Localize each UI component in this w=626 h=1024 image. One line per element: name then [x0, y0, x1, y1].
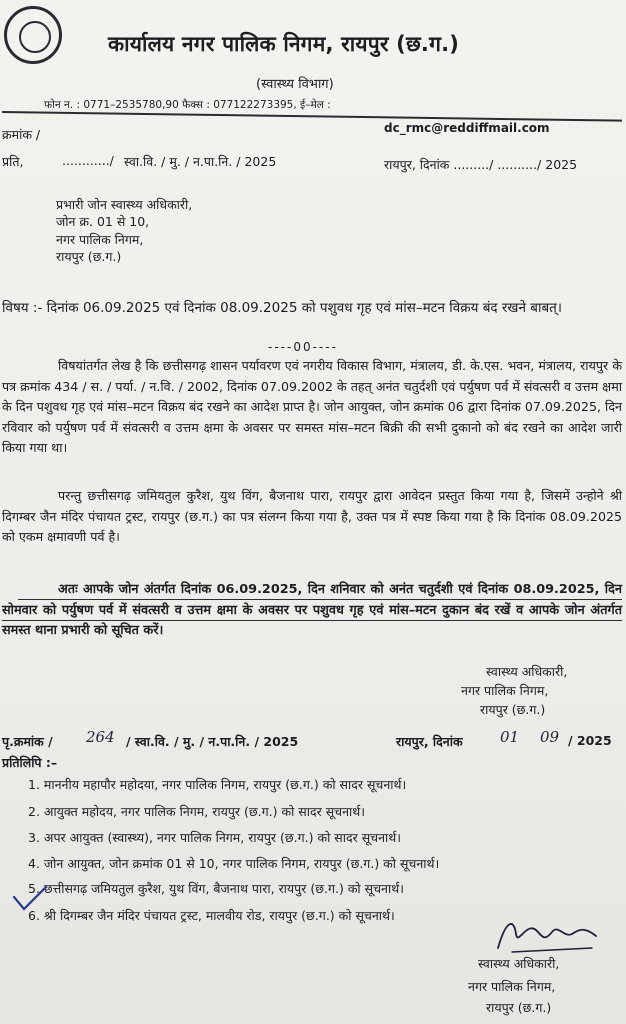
- email-address: dc_rmc@reddiffmail.com: [384, 121, 550, 135]
- cc-item: 1. माननीय महापौर महोदया, नगर पालिक निगम, रायपुर (छ.ग.) को सादर सूचनार्थ।: [28, 777, 407, 792]
- ref-blank: ............/: [62, 153, 114, 168]
- prati-label: प्रति,: [2, 154, 24, 169]
- underline-1: [18, 599, 622, 600]
- addressee-line-2: जोन क्र. 01 से 10,: [56, 214, 150, 229]
- municipal-seal-icon: [4, 6, 62, 64]
- endorsement-date-prefix: रायपुर, दिनांक: [396, 734, 463, 749]
- subject-line: विषय :- दिनांक 06.09.2025 एवं दिनांक 08.09.2025 को पशुवध गृह एवं मांस–मटन विक्रय बंद रखने बाबत्।: [2, 300, 562, 316]
- kramank-label: क्रमांक /: [2, 127, 41, 142]
- cc-item: 5. छत्तीसगढ़ जमियतुल कुरैश, युथ विंग, बैजनाथ पारा, रायपुर (छ.ग.) को सूचनार्थ।: [28, 881, 404, 896]
- signatory-designation: स्वास्थ्य अधिकारी,: [486, 664, 568, 679]
- section-divider: ----00----: [268, 340, 338, 354]
- checkmark-icon: [10, 883, 50, 913]
- addressee-line-4: रायपुर (छ.ग.): [56, 249, 122, 264]
- paragraph-1: विषयांतर्गत लेख है कि छत्तीसगढ़ शासन पर्यावरण एवं नगरीय विकास विभाग, मंत्रालय, डी. के.एस. भवन, मंत्रालय, रायपुर के पत्र क्रमांक 434 / स. / पर्या. / न.वि. / 2002, दिनांक 07.09.2002 के तहत् अनंत चतुर्दशी एवं पर्युषण पर्व में संवत्सरी व उत्तम क्षमा के दिन पशुवध गृह एवं मांस–मटन विक्रय बंद रखने का आदेश प्राप्त है। जोन आयुक्त, जोन क्रमांक 06 द्वारा दिनांक 07.09.2025, दिन रविवार को पर्युषण पर्व में संवत्सरी व उत्तम क्षमा के अवसर पर समस्त मांस–मटन बिक्री की सभी दुकानो को बंद रखने का आदेश जारी किया गया था।: [2, 358, 622, 456]
- cc-item: 3. अपर आयुक्त (स्वास्थ्य), नगर पालिक निगम, रायपुर (छ.ग.) को सादर सूचनार्थ।: [28, 830, 401, 845]
- signatory2-designation: स्वास्थ्य अधिकारी,: [478, 956, 560, 971]
- underline-2: [2, 620, 622, 621]
- paragraph-3-directive: अतः आपके जोन अंतर्गत दिनांक 06.09.2025, दिन शनिवार को अनंत चतुर्दशी एवं दिनांक 08.09.2025, दिन सोमवार को पर्युषण पर्व में संवत्सरी व उत्तम क्षमा के अवसर पर पशुवध गृह एवं मांस–मटन दुकान बंद रखें व आपके जोन अंतर्गत समस्त थाना प्रभारी को सूचित करें।: [2, 582, 622, 639]
- cc-title: प्रतिलिपि :–: [2, 755, 58, 770]
- cc-item: 6. श्री दिगम्बर जैन मंदिर पंचायत ट्रस्ट, मालवीय रोड, रायपुर (छ.ग.) को सूचनार्थ।: [28, 908, 395, 923]
- endorsement-code: / स्वा.वि. / मु. / न.पा.नि. / 2025: [126, 734, 299, 749]
- endorsement-label: पृ.क्रमांक /: [2, 734, 53, 749]
- signatory2-city: रायपुर (छ.ग.): [486, 1000, 552, 1015]
- department-name: (स्वास्थ्य विभाग): [256, 77, 334, 92]
- signatory-city: रायपुर (छ.ग.): [480, 702, 546, 717]
- cc-item: 2. आयुक्त महोदय, नगर पालिक निगम, रायपुर (छ.ग.) को सादर सूचनार्थ।: [28, 804, 365, 819]
- endorsement-day: 01: [500, 728, 520, 746]
- endorsement-year: / 2025: [568, 733, 612, 748]
- paragraph-2: परन्तु छत्तीसगढ़ जमियतुल कुरैश, युथ विंग, बैजनाथ पारा, रायपुर द्वारा आवेदन प्रस्तुत किया गया है, जिसमें उन्होने श्री दिगम्बर जैन मंदिर पंचायत ट्रस्ट, रायपुर (छ.ग.) का पत्र संलग्न किया गया है, उक्त पत्र में स्पष्ट किया गया है कि दिनांक 08.09.2025 को एकम क्षमावणी पर्व है।: [2, 488, 622, 545]
- endorsement-month: 09: [540, 728, 560, 746]
- signatory2-office: नगर पालिक निगम,: [468, 979, 556, 994]
- ref-city-date: रायपुर, दिनांक ........./ ........../ 2025: [384, 157, 578, 172]
- endorsement-number: 264: [86, 728, 115, 746]
- addressee-line-3: नगर पालिक निगम,: [56, 232, 144, 247]
- signatory-office: नगर पालिक निगम,: [461, 683, 549, 698]
- contact-info: फोन न. : 0771–2535780,90 फैक्स : 077122273395, ई–मेल :: [44, 99, 331, 111]
- ref-code: स्वा.वि. / मु. / न.पा.नि. / 2025: [124, 154, 277, 169]
- office-title: कार्यालय नगर पालिक निगम, रायपुर (छ.ग.): [108, 32, 460, 56]
- addressee-line-1: प्रभारी जोन स्वास्थ्य अधिकारी,: [56, 197, 193, 212]
- cc-item: 4. जोन आयुक्त, जोन क्रमांक 01 से 10, नगर पालिक निगम, रायपुर (छ.ग.) को सूचनार्थ।: [28, 856, 440, 871]
